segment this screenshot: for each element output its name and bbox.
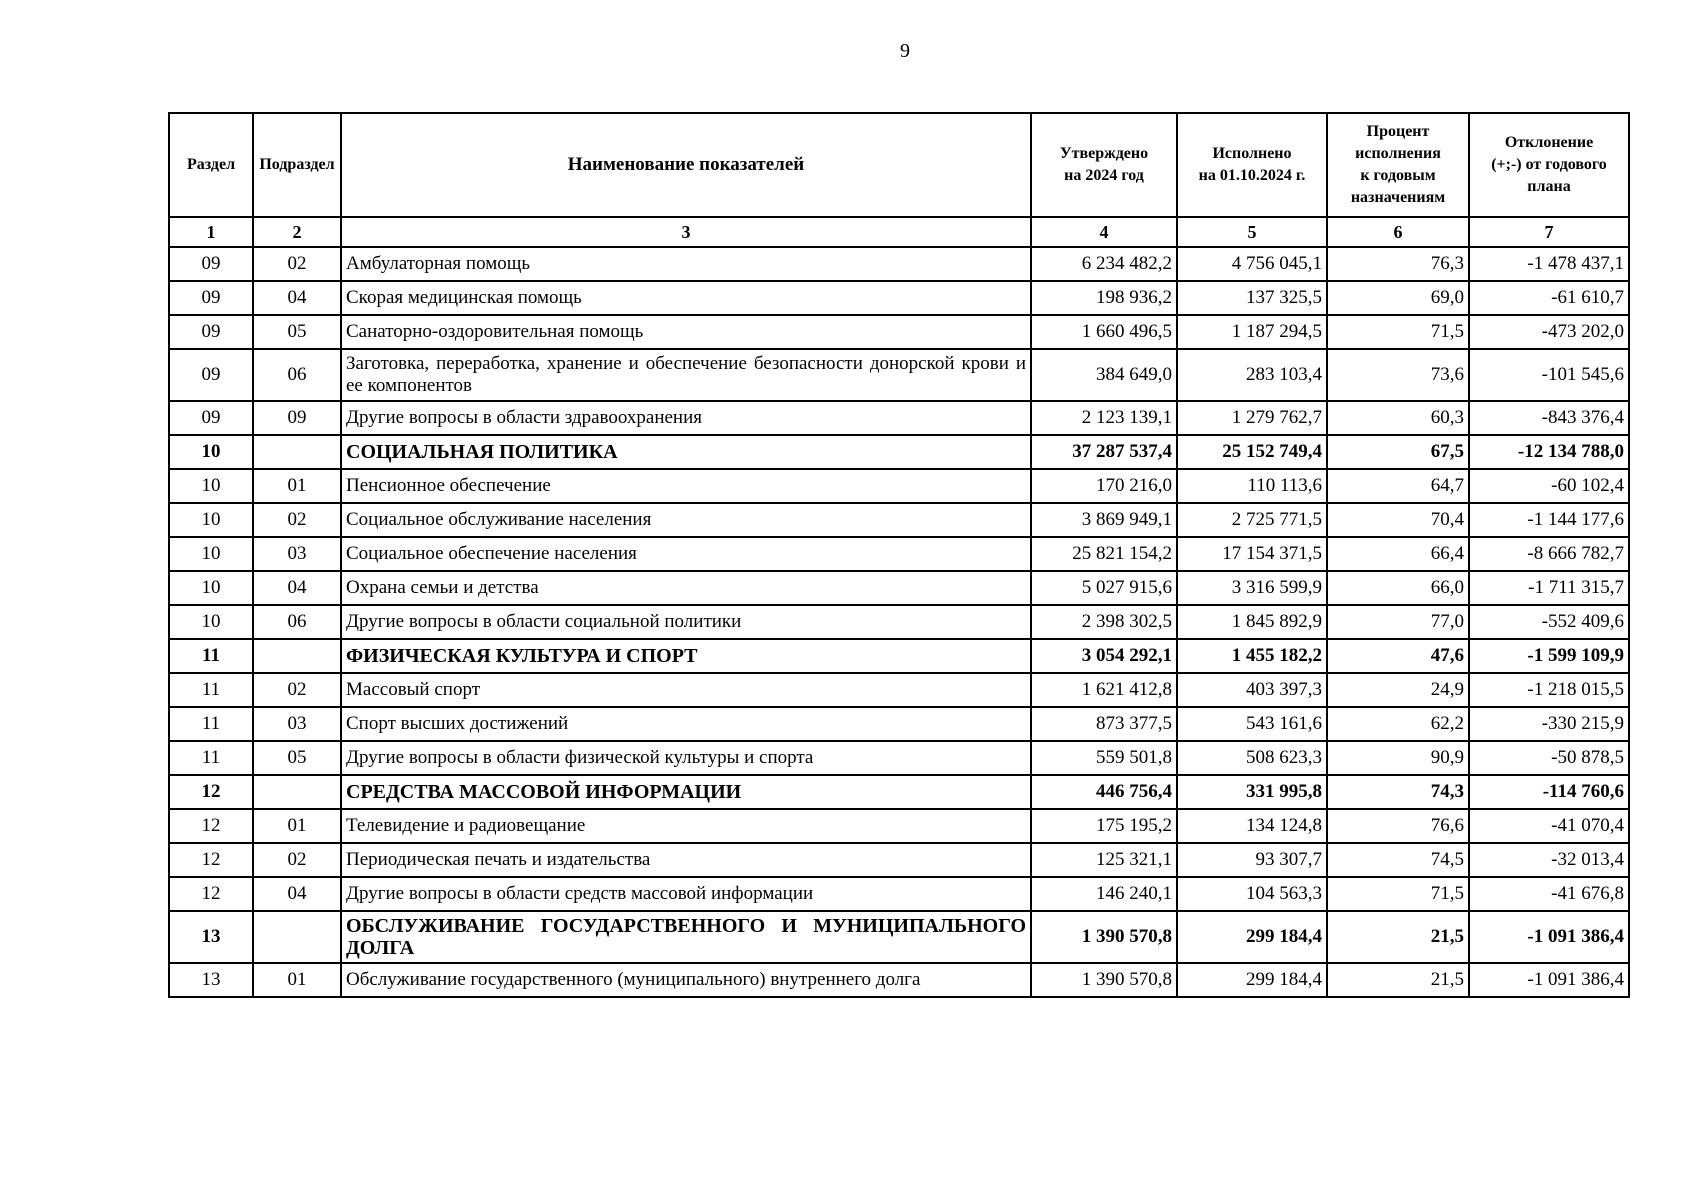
name-cell: Пенсионное обеспечение xyxy=(341,469,1031,503)
name-cell: Другие вопросы в области здравоохранения xyxy=(341,401,1031,435)
podrazdel-cell: 05 xyxy=(253,315,341,349)
name-cell: Телевидение и радиовещание xyxy=(341,809,1031,843)
budget-execution-table xyxy=(168,112,1630,998)
deviation-cell: -1 711 315,7 xyxy=(1469,571,1629,605)
table-row xyxy=(169,281,1629,315)
approved-cell: 170 216,0 xyxy=(1031,469,1177,503)
podrazdel-cell xyxy=(253,639,341,673)
razdel-cell: 10 xyxy=(169,537,253,571)
executed-cell: 93 307,7 xyxy=(1177,843,1327,877)
table-row xyxy=(169,571,1629,605)
deviation-cell: -1 478 437,1 xyxy=(1469,247,1629,281)
percent-cell: 73,6 xyxy=(1327,349,1469,401)
executed-cell: 25 152 749,4 xyxy=(1177,435,1327,469)
podrazdel-cell: 02 xyxy=(253,673,341,707)
table-row xyxy=(169,877,1629,911)
executed-cell: 3 316 599,9 xyxy=(1177,571,1327,605)
name-cell: Другие вопросы в области физической культуры и спорта xyxy=(341,741,1031,775)
razdel-cell: 09 xyxy=(169,315,253,349)
deviation-cell: -41 676,8 xyxy=(1469,877,1629,911)
executed-cell: 2 725 771,5 xyxy=(1177,503,1327,537)
approved-cell: 559 501,8 xyxy=(1031,741,1177,775)
deviation-cell: -101 545,6 xyxy=(1469,349,1629,401)
podrazdel-cell: 01 xyxy=(253,469,341,503)
approved-cell: 1 390 570,8 xyxy=(1031,963,1177,997)
table-row xyxy=(169,503,1629,537)
razdel-cell: 10 xyxy=(169,435,253,469)
executed-cell: 1 279 762,7 xyxy=(1177,401,1327,435)
percent-cell: 77,0 xyxy=(1327,605,1469,639)
razdel-cell: 10 xyxy=(169,469,253,503)
name-cell: Амбулаторная помощь xyxy=(341,247,1031,281)
header-executed-line2: на 01.10.2024 г. xyxy=(1198,167,1306,184)
deviation-cell: -473 202,0 xyxy=(1469,315,1629,349)
podrazdel-cell: 02 xyxy=(253,503,341,537)
percent-cell: 60,3 xyxy=(1327,401,1469,435)
column-number: 4 xyxy=(1031,217,1177,247)
executed-cell: 4 756 045,1 xyxy=(1177,247,1327,281)
executed-cell: 403 397,3 xyxy=(1177,673,1327,707)
executed-cell: 299 184,4 xyxy=(1177,963,1327,997)
percent-cell: 21,5 xyxy=(1327,911,1469,963)
approved-cell: 3 869 949,1 xyxy=(1031,503,1177,537)
percent-cell: 21,5 xyxy=(1327,963,1469,997)
header-deviation-line1: Отклонение xyxy=(1504,134,1594,151)
column-number: 5 xyxy=(1177,217,1327,247)
deviation-cell: -41 070,4 xyxy=(1469,809,1629,843)
approved-cell: 37 287 537,4 xyxy=(1031,435,1177,469)
executed-cell: 137 325,5 xyxy=(1177,281,1327,315)
table-row xyxy=(169,809,1629,843)
percent-cell: 69,0 xyxy=(1327,281,1469,315)
podrazdel-cell: 03 xyxy=(253,537,341,571)
header-percent-line1: Процент xyxy=(1366,123,1430,140)
podrazdel-cell xyxy=(253,435,341,469)
executed-cell: 508 623,3 xyxy=(1177,741,1327,775)
percent-cell: 62,2 xyxy=(1327,707,1469,741)
approved-cell: 125 321,1 xyxy=(1031,843,1177,877)
table-row xyxy=(169,537,1629,571)
table-row xyxy=(169,605,1629,639)
section-row xyxy=(169,435,1629,469)
deviation-cell: -60 102,4 xyxy=(1469,469,1629,503)
deviation-cell: -552 409,6 xyxy=(1469,605,1629,639)
approved-cell: 6 234 482,2 xyxy=(1031,247,1177,281)
razdel-cell: 11 xyxy=(169,639,253,673)
header-approved xyxy=(1031,113,1177,217)
razdel-cell: 12 xyxy=(169,877,253,911)
podrazdel-cell: 02 xyxy=(253,247,341,281)
header-executed xyxy=(1177,113,1327,217)
razdel-cell: 09 xyxy=(169,401,253,435)
percent-cell: 64,7 xyxy=(1327,469,1469,503)
razdel-cell: 10 xyxy=(169,605,253,639)
podrazdel-cell: 03 xyxy=(253,707,341,741)
approved-cell: 446 756,4 xyxy=(1031,775,1177,809)
executed-cell: 104 563,3 xyxy=(1177,877,1327,911)
podrazdel-cell: 01 xyxy=(253,809,341,843)
table-row xyxy=(169,843,1629,877)
percent-cell: 71,5 xyxy=(1327,877,1469,911)
column-number: 3 xyxy=(341,217,1031,247)
executed-cell: 1 455 182,2 xyxy=(1177,639,1327,673)
table-row xyxy=(169,741,1629,775)
executed-cell: 1 187 294,5 xyxy=(1177,315,1327,349)
approved-cell: 1 621 412,8 xyxy=(1031,673,1177,707)
header-percent-line3: к годовым xyxy=(1360,167,1436,184)
header-deviation-line3: плана xyxy=(1527,178,1571,195)
approved-cell: 2 398 302,5 xyxy=(1031,605,1177,639)
name-cell: Спорт высших достижений xyxy=(341,707,1031,741)
podrazdel-cell xyxy=(253,911,341,963)
podrazdel-cell: 04 xyxy=(253,877,341,911)
podrazdel-cell: 05 xyxy=(253,741,341,775)
name-cell: Охрана семьи и детства xyxy=(341,571,1031,605)
deviation-cell: -843 376,4 xyxy=(1469,401,1629,435)
executed-cell: 17 154 371,5 xyxy=(1177,537,1327,571)
name-cell: Социальное обеспечение населения xyxy=(341,537,1031,571)
approved-cell: 25 821 154,2 xyxy=(1031,537,1177,571)
header-approved-line2: на 2024 год xyxy=(1064,167,1144,184)
deviation-cell: -1 218 015,5 xyxy=(1469,673,1629,707)
header-podrazdel: Подраздел xyxy=(253,113,341,217)
deviation-cell: -1 091 386,4 xyxy=(1469,963,1629,997)
percent-cell: 67,5 xyxy=(1327,435,1469,469)
name-cell: Социальное обслуживание населения xyxy=(341,503,1031,537)
razdel-cell: 11 xyxy=(169,741,253,775)
table-header xyxy=(169,113,1629,247)
executed-cell: 331 995,8 xyxy=(1177,775,1327,809)
podrazdel-cell: 02 xyxy=(253,843,341,877)
header-percent xyxy=(1327,113,1469,217)
percent-cell: 74,5 xyxy=(1327,843,1469,877)
approved-cell: 1 660 496,5 xyxy=(1031,315,1177,349)
executed-cell: 134 124,8 xyxy=(1177,809,1327,843)
podrazdel-cell: 04 xyxy=(253,571,341,605)
podrazdel-cell: 06 xyxy=(253,605,341,639)
name-cell: Скорая медицинская помощь xyxy=(341,281,1031,315)
razdel-cell: 11 xyxy=(169,673,253,707)
percent-cell: 76,6 xyxy=(1327,809,1469,843)
header-approved-line1: Утверждено xyxy=(1059,145,1149,162)
header-deviation xyxy=(1469,113,1629,217)
table-row xyxy=(169,315,1629,349)
header-deviation-line2: (+;-) от годового xyxy=(1491,156,1607,173)
approved-cell: 146 240,1 xyxy=(1031,877,1177,911)
table-row xyxy=(169,673,1629,707)
executed-cell: 1 845 892,9 xyxy=(1177,605,1327,639)
deviation-cell: -1 144 177,6 xyxy=(1469,503,1629,537)
table-row xyxy=(169,349,1629,401)
name-cell: Другие вопросы в области социальной политики xyxy=(341,605,1031,639)
podrazdel-cell: 06 xyxy=(253,349,341,401)
table-row xyxy=(169,247,1629,281)
name-cell: ОБСЛУЖИВАНИЕ ГОСУДАРСТВЕННОГО И МУНИЦИПАЛЬНОГО ДОЛГА xyxy=(341,911,1031,963)
name-cell: Другие вопросы в области средств массовой информации xyxy=(341,877,1031,911)
approved-cell: 5 027 915,6 xyxy=(1031,571,1177,605)
approved-cell: 3 054 292,1 xyxy=(1031,639,1177,673)
table-row xyxy=(169,401,1629,435)
approved-cell: 1 390 570,8 xyxy=(1031,911,1177,963)
razdel-cell: 10 xyxy=(169,503,253,537)
podrazdel-cell: 01 xyxy=(253,963,341,997)
column-number: 7 xyxy=(1469,217,1629,247)
header-percent-line4: назначениям xyxy=(1350,189,1446,206)
percent-cell: 74,3 xyxy=(1327,775,1469,809)
razdel-cell: 11 xyxy=(169,707,253,741)
percent-cell: 70,4 xyxy=(1327,503,1469,537)
approved-cell: 175 195,2 xyxy=(1031,809,1177,843)
percent-cell: 66,0 xyxy=(1327,571,1469,605)
executed-cell: 543 161,6 xyxy=(1177,707,1327,741)
podrazdel-cell xyxy=(253,775,341,809)
name-cell: Обслуживание государственного (муниципального) внутреннего долга xyxy=(341,963,1031,997)
name-cell: СОЦИАЛЬНАЯ ПОЛИТИКА xyxy=(341,435,1031,469)
approved-cell: 873 377,5 xyxy=(1031,707,1177,741)
razdel-cell: 10 xyxy=(169,571,253,605)
name-cell: Массовый спорт xyxy=(341,673,1031,707)
razdel-cell: 13 xyxy=(169,963,253,997)
name-cell: ФИЗИЧЕСКАЯ КУЛЬТУРА И СПОРТ xyxy=(341,639,1031,673)
approved-cell: 2 123 139,1 xyxy=(1031,401,1177,435)
header-name: Наименование показателей xyxy=(341,113,1031,217)
page-number: 9 xyxy=(900,40,910,62)
deviation-cell: -330 215,9 xyxy=(1469,707,1629,741)
razdel-cell: 09 xyxy=(169,349,253,401)
deviation-cell: -114 760,6 xyxy=(1469,775,1629,809)
deviation-cell: -61 610,7 xyxy=(1469,281,1629,315)
percent-cell: 47,6 xyxy=(1327,639,1469,673)
column-number: 6 xyxy=(1327,217,1469,247)
executed-cell: 283 103,4 xyxy=(1177,349,1327,401)
deviation-cell: -32 013,4 xyxy=(1469,843,1629,877)
razdel-cell: 09 xyxy=(169,247,253,281)
deviation-cell: -12 134 788,0 xyxy=(1469,435,1629,469)
deviation-cell: -8 666 782,7 xyxy=(1469,537,1629,571)
column-number: 2 xyxy=(253,217,341,247)
deviation-cell: -1 599 109,9 xyxy=(1469,639,1629,673)
name-cell: СРЕДСТВА МАССОВОЙ ИНФОРМАЦИИ xyxy=(341,775,1031,809)
approved-cell: 198 936,2 xyxy=(1031,281,1177,315)
column-number-row xyxy=(169,217,1629,247)
section-row xyxy=(169,639,1629,673)
table-body xyxy=(169,247,1629,997)
header-percent-line2: исполнения xyxy=(1355,145,1441,162)
approved-cell: 384 649,0 xyxy=(1031,349,1177,401)
razdel-cell: 12 xyxy=(169,843,253,877)
table-row xyxy=(169,963,1629,997)
executed-cell: 110 113,6 xyxy=(1177,469,1327,503)
deviation-cell: -1 091 386,4 xyxy=(1469,911,1629,963)
column-number: 1 xyxy=(169,217,253,247)
razdel-cell: 12 xyxy=(169,809,253,843)
razdel-cell: 09 xyxy=(169,281,253,315)
header-executed-line1: Исполнено xyxy=(1212,145,1292,162)
name-cell: Заготовка, переработка, хранение и обеспечение безопасности донорской крови и ее компонентов xyxy=(341,349,1031,401)
razdel-cell: 12 xyxy=(169,775,253,809)
section-row xyxy=(169,775,1629,809)
name-cell: Периодическая печать и издательства xyxy=(341,843,1031,877)
percent-cell: 66,4 xyxy=(1327,537,1469,571)
deviation-cell: -50 878,5 xyxy=(1469,741,1629,775)
percent-cell: 24,9 xyxy=(1327,673,1469,707)
podrazdel-cell: 04 xyxy=(253,281,341,315)
percent-cell: 90,9 xyxy=(1327,741,1469,775)
header-razdel: Раздел xyxy=(169,113,253,217)
razdel-cell: 13 xyxy=(169,911,253,963)
table-row xyxy=(169,707,1629,741)
executed-cell: 299 184,4 xyxy=(1177,911,1327,963)
section-row xyxy=(169,911,1629,963)
table-row xyxy=(169,469,1629,503)
percent-cell: 76,3 xyxy=(1327,247,1469,281)
name-cell: Санаторно-оздоровительная помощь xyxy=(341,315,1031,349)
percent-cell: 71,5 xyxy=(1327,315,1469,349)
podrazdel-cell: 09 xyxy=(253,401,341,435)
